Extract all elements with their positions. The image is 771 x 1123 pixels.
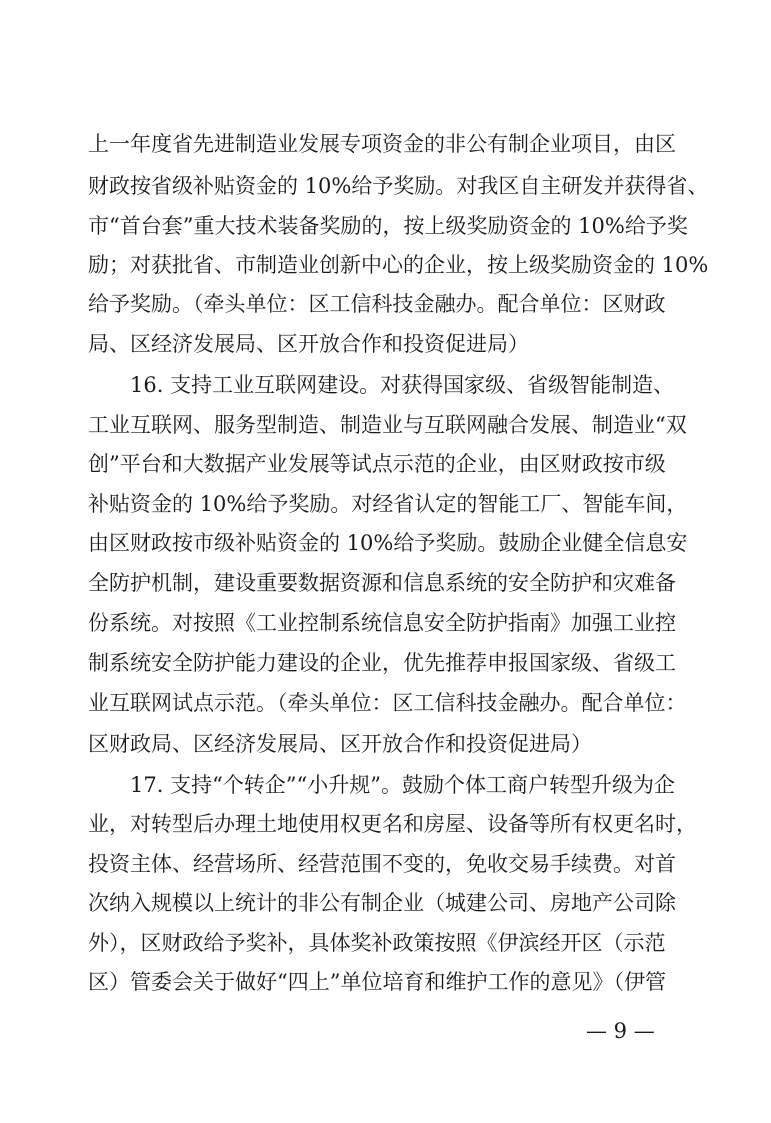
text-line: 投资主体、经营场所、经营范围不变的，免收交易手续费。对首 xyxy=(88,852,676,876)
text-line: 外），区财政给予奖补，具体奖补政策按照《伊滨经开区（示范 xyxy=(88,931,666,955)
text-line: 补贴资金的 10%给予奖励。对经省认定的智能工厂、智能车间， xyxy=(88,492,688,516)
text-line: 次纳入规模以上统计的非公有制企业（城建公司、房地产公司除 xyxy=(88,891,676,915)
text-line: 创”平台和大数据产业发展等试点示范的企业，由区财政按市级 xyxy=(88,452,666,476)
text-line: 制系统安全防护能力建设的企业，优先推荐申报国家级、省级工 xyxy=(88,651,676,675)
text-line: 份系统。对按照《工业控制系统信息安全防护指南》加强工业控 xyxy=(88,611,676,635)
page-number: — 9 — xyxy=(586,1019,655,1043)
text-line: 全防护机制，建设重要数据资源和信息系统的安全防护和灾难备 xyxy=(88,571,676,595)
text-line: 给予奖励。（牵头单位：区工信科技金融办。配合单位：区财政 xyxy=(88,292,666,316)
text-line: 区）管委会关于做好“四上”单位培育和维护工作的意见》（伊管 xyxy=(88,970,666,994)
paragraph-16-first-line: 16. 支持工业互联网建设。对获得国家级、省级智能制造、 xyxy=(130,373,675,397)
text-line: 业，对转型后办理土地使用权更名和房屋、设备等所有权更名时， xyxy=(88,812,697,836)
text-line: 市“首台套”重大技术装备奖励的，按上级奖励资金的 10%给予奖 xyxy=(88,214,688,238)
text-line: 上一年度省先进制造业发展专项资金的非公有制企业项目，由区 xyxy=(88,132,676,156)
text-line: 励；对获批省、市制造业创新中心的企业，按上级奖励资金的 10% xyxy=(88,253,709,277)
text-line: 局、区经济发展局、区开放合作和投资促进局） xyxy=(88,332,529,356)
text-line: 区财政局、区经济发展局、区开放合作和投资促进局） xyxy=(88,732,592,756)
paragraph-17-first-line: 17. 支持“个转企”“小升规”。鼓励个体工商户转型升级为企 xyxy=(130,773,676,797)
text-line: 工业互联网、服务型制造、制造业与互联网融合发展、制造业“双 xyxy=(88,413,687,437)
text-line: 业互联网试点示范。（牵头单位：区工信科技金融办。配合单位： xyxy=(88,691,687,715)
text-line: 财政按省级补贴资金的 10%给予奖励。对我区自主研发并获得省、 xyxy=(88,174,709,198)
text-line: 由区财政按市级补贴资金的 10%给予奖励。鼓励企业健全信息安 xyxy=(88,531,688,555)
